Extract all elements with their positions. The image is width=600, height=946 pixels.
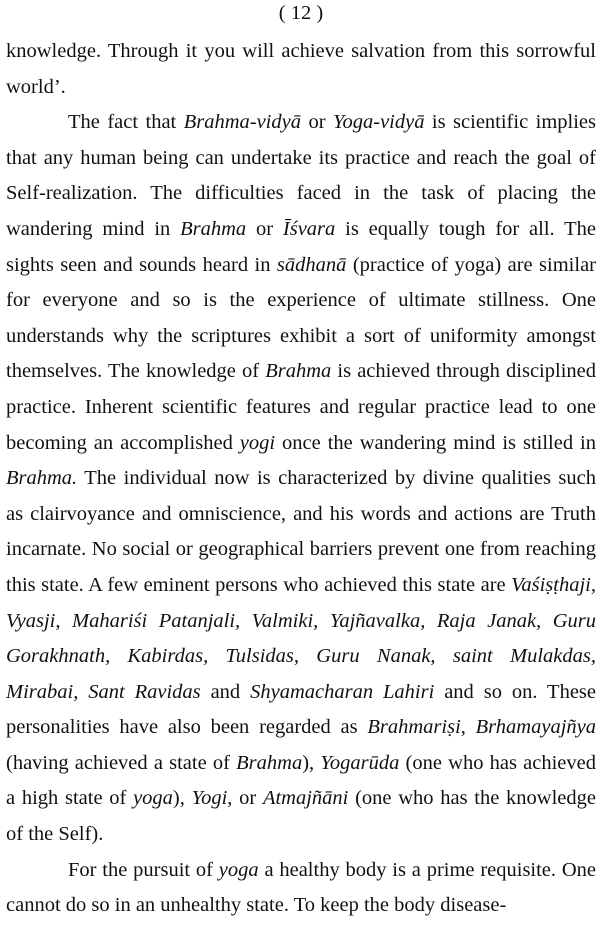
italic-term: Yogarūda bbox=[320, 751, 400, 774]
text-run: ), bbox=[172, 787, 192, 810]
italic-term: Yogi, bbox=[191, 787, 233, 810]
italic-term: Atmajñāni bbox=[262, 787, 349, 810]
body-text bbox=[6, 34, 596, 924]
italic-term: yoga bbox=[133, 787, 173, 810]
italic-term: Brahma-vidyā bbox=[183, 111, 301, 134]
text-run: knowledge. Through it you will achieve salvation from this sorrowful world’. bbox=[6, 40, 596, 98]
text-run: (one who has the knowledge of the Self). bbox=[6, 787, 596, 846]
text-run: is equally tough for all. The sights seen and sounds heard in bbox=[6, 217, 596, 276]
paragraph bbox=[6, 34, 596, 105]
text-run: (having achieved a state of bbox=[6, 751, 237, 774]
text-run: once the wandering mind is stilled in bbox=[275, 431, 596, 454]
italic-term: Brahmariṣi, Brhamayajñya bbox=[367, 716, 596, 739]
italic-term: yogi bbox=[239, 431, 276, 454]
text-run: or bbox=[232, 787, 263, 810]
italic-term: Yoga-vidyā bbox=[332, 111, 425, 134]
italic-term: yoga bbox=[218, 858, 259, 881]
paragraph bbox=[6, 105, 596, 852]
text-run: (practice of yoga) are similar for everyone and so is the experience of ultimate stillness. One understands why the scriptures exhibit a sort of uniformity amongst themselves. The knowledge of bbox=[6, 253, 596, 383]
italic-term: Vaśiṣṭhaji, Vyasji, Mahariśi Patanjali, Valmiki, Yajñavalka, Raja Janak, Guru Gorakhnath, Kabirdas, Tulsidas, Guru Nanak, saint Mulakdas, Mirabai, Sant Ravidas bbox=[6, 573, 596, 703]
text-run: or bbox=[246, 217, 283, 240]
text-run: For the pursuit of bbox=[68, 858, 219, 881]
text-run: and so on. These personalities have also been regarded as bbox=[6, 680, 596, 739]
text-run: The fact that bbox=[68, 111, 184, 134]
text-run: a healthy body is a prime requisite. One cannot do so in an unhealthy state. To keep the body disease- bbox=[6, 858, 596, 917]
italic-term: Brahma bbox=[265, 360, 332, 383]
italic-term: Shyamacharan Lahiri bbox=[250, 680, 435, 703]
italic-term: sādhanā bbox=[276, 253, 347, 276]
italic-term: Brahma. bbox=[6, 467, 78, 490]
text-run: is scientific implies that any human being can undertake its practice and reach the goal of Self-realization. The difficulties faced in the task of placing the wandering mind in bbox=[6, 111, 596, 240]
page-number: ( 12 ) bbox=[278, 2, 324, 24]
text-run: is achieved through disciplined practice. Inherent scientific features and regular practice lead to one becoming an accomplished bbox=[6, 360, 596, 454]
text-run: and bbox=[200, 680, 251, 703]
italic-term: Īśvara bbox=[282, 217, 336, 240]
italic-term: Brahma bbox=[236, 751, 303, 774]
italic-term: Brahma bbox=[180, 217, 247, 240]
text-run: The individual now is characterized by divine qualities such as clairvoyance and omniscience, and his words and actions are Truth incarnate. No social or geographical barriers prevent one from reaching this state. A few eminent persons who achieved this state are bbox=[6, 467, 596, 596]
paragraph bbox=[6, 853, 596, 924]
text-run: ), bbox=[302, 751, 321, 774]
text-run: or bbox=[300, 111, 333, 134]
text-run: (one who has achieved a high state of bbox=[6, 751, 596, 810]
